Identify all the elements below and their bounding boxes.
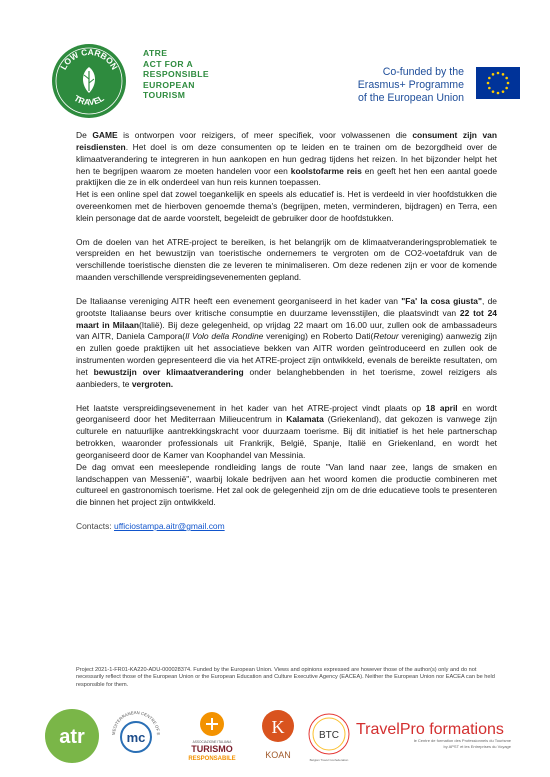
text: , de grootste Italiaanse beurs over kritische consumptie en duurzame levensstijlen, die plaatsvindt van: [76, 295, 497, 318]
eu-star: [497, 92, 500, 95]
travelpro-formations-logo: [356, 718, 516, 762]
eu-star: [507, 82, 510, 85]
text: is ontworpen voor reizigers, of meer specifiek, voor volwassenen die: [117, 130, 413, 140]
text-bold: koolstofarme reis: [290, 165, 362, 176]
partner-logos: [0, 700, 550, 772]
svg-text:K: K: [271, 717, 285, 737]
text-bold: "Fa' la cosa giusta": [401, 295, 482, 306]
text: (Italië). Bij deze gelegenheid, op vrijdag 22 maart om 16.00 uur, zullen ook de ambassadeurs van AITR, Daniela Campora(: [76, 319, 497, 342]
text: en wordt georganiseerd door het Mediterraan Milieucentrum in: [76, 402, 497, 425]
atr-logo: [44, 708, 100, 764]
eu-star: [487, 82, 490, 85]
text: De: [76, 130, 93, 140]
text-bold: vergroten.: [131, 378, 174, 389]
koan-text: KOAN: [265, 750, 291, 760]
text: onder belanghebbenden in het toerisme, zowel reizigers als aanbieders, te: [76, 366, 498, 389]
text: (Griekenland), dat gekozen is vanwege zijn culturele en natuurlijke aantrekkingskracht voor duurzaam toerisme. Bij dit initiatief is het hele partnerschap betrokken, waaronder professionals uit Frankrijk, België, Spanje, Italië en Griekenland, en wordt het georganiseerd door de Kamer van Koophandel van Messinia.: [76, 414, 498, 460]
contacts-line: [76, 521, 497, 533]
main-content: [76, 130, 497, 545]
text: vereniging) en Roberto Dati(: [263, 331, 374, 342]
contact-email-link[interactable]: ufficiostampa.aitr@gmail.com: [114, 521, 225, 532]
eu-star: [505, 87, 508, 90]
eu-star: [488, 87, 491, 90]
atre-line: ATRE: [143, 48, 168, 58]
text: . Het doel is om deze consumenten op te leiden en te trainen om de bezorgdheid over de klimaatverandering te integreren in hun aankopen en hun gedrag tijdens het reizen. In het bijzonder helpt het hen te begrijpen waarom ze moeten handelen voor een: [76, 141, 497, 176]
paragraph-game-description: Het is een online spel dat zowel toegankelijk en speels als educatief is. Het is verdeeld in vier hoofdstukken die overeenkomen met de hierboven genoemde thema's (begrijpen, meten, verminderen, bijdragen) en Terra, een klein personage dat de aarde voorstelt, begeleidt de gebruiker door de hoofdstukken.: [76, 189, 497, 223]
text-bold: bewustzijn over klimaatverandering: [93, 366, 244, 377]
paragraph-project-goals: Om de doelen van het ATRE-project te bereiken, is het belangrijk om de klimaatveranderingsproblematiek te verspreiden en het bewustzijn van toeristische ondernemers te vergroten om de CO2-voetafdruk van de verschillende toeristische diensten die ze leveren te minimaliseren. Om deze redenen zijn er voor de komende maanden verschillende verspreidingsevenementen gepland.: [76, 236, 497, 283]
low-carbon-travel-logo: [51, 43, 127, 119]
mediterranean-centre-logo: [107, 706, 165, 764]
eu-flag-icon: [476, 67, 520, 99]
text: vereniging) aanwezig zijn en zullen goede praktijken uit het associatieve bekken van AITR worden geïntroduceerd en zullen ook de instrumenten worden gepresenteerd die via het ATRE-project zijn ontwikkeld, evenals de bereikte resultaten, om het: [76, 331, 497, 377]
eu-star: [505, 77, 508, 80]
eu-star: [497, 72, 500, 75]
text-bold: 18 april: [425, 402, 458, 413]
eu-star: [502, 90, 505, 93]
erasmus-cofunded-logo: [350, 66, 520, 110]
lc-logo-bottom-text: TRAVEL: [72, 92, 106, 108]
btc-logo: [303, 710, 355, 766]
travelpro-sub1: le Centre de formation des Professionnels du Tourisme: [413, 738, 511, 743]
paragraph-game-intro: [76, 130, 497, 189]
btc-sub-text: Belgian Travel Confederation: [309, 758, 349, 762]
aitr-turismo-responsabile-logo: [176, 706, 248, 766]
atr-logo-text: atr: [59, 726, 85, 748]
eu-star: [488, 77, 491, 80]
eu-star: [502, 73, 505, 76]
eu-star: [492, 73, 495, 76]
text-italic: Retour: [373, 331, 399, 342]
lc-logo-top-text: LOW CARBON: [58, 46, 120, 72]
eu-star: [492, 90, 495, 93]
atre-line: TOURISM: [143, 90, 186, 101]
travelpro-text: TravelPro formations: [356, 721, 504, 738]
footer-disclaimer: Project 2021-1-FR01-KA220-ADU-000028374. Funded by the European Union. Views and opinions expressed are however those of the author(s) only and do not necessarily reflect those of the European Union or the European Education and Culture Executive Agency (EACEA). Neither the European Union nor EACEA can be held responsible for them.: [76, 667, 495, 688]
text-bold: consument zijn van reisdiensten: [76, 130, 498, 152]
contacts-label: Contacts:: [76, 521, 114, 532]
text-bold: 22 tot 24 maart in Milaan: [76, 307, 497, 330]
paragraph-day-program: De dag omvat een meeslepende rondleiding langs de route "Van land naar zee, langs de smaken en landschappen van Messenië", waarbij lokale bedrijven aan het woord komen die productie combineren met cultureel en gastronomisch toerisme. Het zal ook de gelegenheid zijn om de drie educatieve tools te presenteren die binnen het project zijn ontwikkeld.: [76, 461, 497, 508]
paragraph-kalamata-event: [76, 403, 497, 462]
turismo-text: TURISMO: [191, 744, 233, 754]
atre-wordmark: [143, 48, 209, 101]
koan-logo: [258, 704, 298, 768]
mc-ring-text: MEDITERRANEAN CENTRE OF E: [110, 709, 162, 736]
text-italic: Il Volo della Rondine: [185, 331, 264, 342]
text: Het laatste verspreidingsevenement in het kader van het ATRE-project vindt plaats op: [76, 402, 426, 413]
paragraph-aitr-event: [76, 296, 497, 391]
mc-logo-text: mc: [126, 730, 146, 745]
responsabile-text: RESPONSABILE: [188, 756, 236, 762]
text: De Italiaanse vereniging AITR heeft een evenement georganiseerd in het kader van: [76, 295, 402, 306]
page-header: [0, 0, 550, 120]
eu-line: Co-funded by the: [382, 66, 464, 78]
eu-line: of the European Union: [357, 91, 464, 104]
travelpro-sub2: by APST et les Entreprises du Voyage: [443, 744, 511, 749]
atre-line: ACT FOR A: [143, 58, 194, 69]
atre-line: EUROPEAN: [143, 79, 195, 90]
eu-cofunded-text: [350, 66, 464, 104]
eu-line: Erasmus+ Programme: [357, 78, 464, 91]
turismo-top-text: ASSOCIAZIONE ITALIANA: [192, 740, 232, 744]
text: en geeft het hen een aantal goede praktijken die ze in elk onderdeel van hun reis kunnen toepassen.: [76, 165, 498, 188]
btc-text: BTC: [319, 730, 339, 741]
atre-line: RESPONSIBLE: [143, 69, 209, 80]
text-bold: Kalamata: [286, 414, 324, 425]
text-bold: GAME: [92, 130, 118, 140]
